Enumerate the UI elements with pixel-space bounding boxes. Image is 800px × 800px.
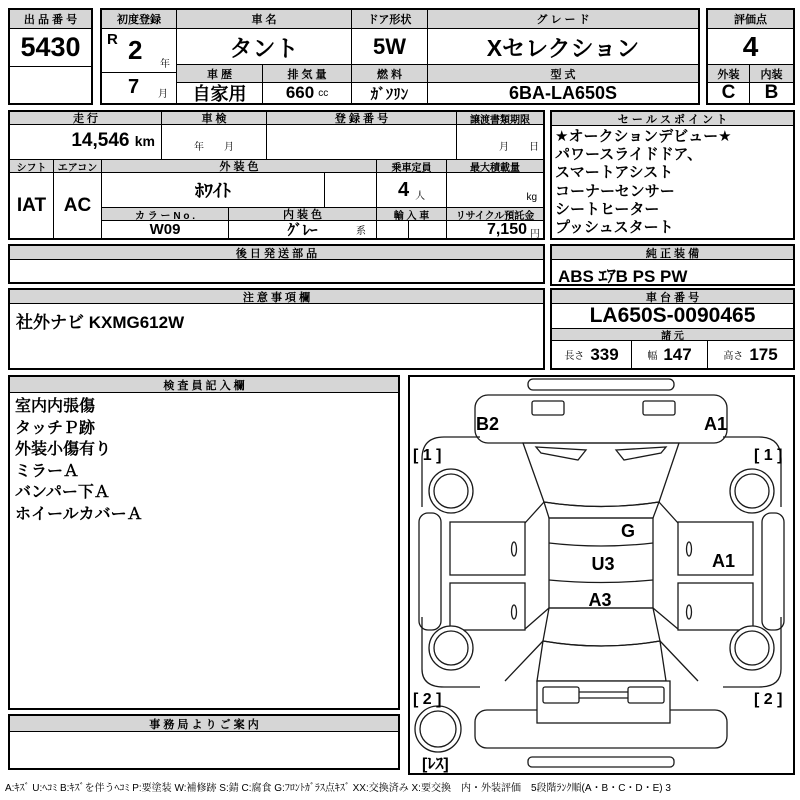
transfer-deadline-md: 月 日 xyxy=(499,142,539,153)
right-headlight xyxy=(643,401,675,415)
equipment-box xyxy=(550,244,795,286)
history-label: 車 歴 xyxy=(177,65,263,83)
left-front-door xyxy=(450,522,525,575)
door-shape-label: ドア形状 xyxy=(352,10,428,29)
inspector-note: バンパー下Ａ xyxy=(15,484,110,501)
right-sill-panel xyxy=(762,513,784,630)
exterior-score-label: 外装 xyxy=(708,65,750,83)
interior-score-value: B xyxy=(764,82,779,103)
transfer-deadline-cell xyxy=(457,112,543,160)
height-label: 高さ xyxy=(723,351,744,362)
max-load-unit: kg xyxy=(526,192,537,203)
transfer-deadline-label: 譲渡書類期限 xyxy=(457,112,543,125)
later-parts-label: 後 日 発 送 部 品 xyxy=(10,246,543,260)
diagram-box xyxy=(408,375,795,775)
grade-value: Xセレクション xyxy=(428,29,698,65)
int-color-suffix: 系 xyxy=(356,226,366,237)
lot-number-empty xyxy=(10,67,91,103)
first-reg-month: 7 xyxy=(128,76,140,98)
sales-points-label: セ ー ル ス ポ イ ン ト xyxy=(552,112,793,126)
car-name-value: タント xyxy=(177,29,352,65)
reg-number-cell xyxy=(267,112,457,160)
office-label: 事 務 局 よ り ご 案 内 xyxy=(10,716,398,732)
length-label: 長さ xyxy=(564,351,585,362)
sales-point: ★オークションデビュー★ xyxy=(555,128,732,145)
inspector-note: ホイールカバーＡ xyxy=(15,505,143,523)
car-damage-diagram xyxy=(410,377,793,773)
lot-number-box xyxy=(8,8,93,105)
left-front-door-handle xyxy=(512,542,517,556)
rear-left-wheel-inner xyxy=(434,631,468,665)
rear-deck xyxy=(537,641,666,681)
first-reg-month-cell xyxy=(102,73,177,103)
ext-color-extra-cell xyxy=(325,173,377,208)
recycle-label: リサイクル預託金 xyxy=(447,208,543,221)
windshield xyxy=(523,443,679,507)
grade-label: グ レ ー ド xyxy=(428,10,698,29)
score-value: 4 xyxy=(708,29,793,65)
notes-value: 社外ナビ KXMG612W xyxy=(16,313,185,332)
first-reg-month-unit: 月 xyxy=(158,89,168,100)
spare-tire-inner xyxy=(420,711,456,747)
shaken-ym: 年 月 xyxy=(194,142,234,153)
first-reg-era: R xyxy=(107,31,118,48)
score-box xyxy=(706,8,795,105)
chassis-value: LA650S-0090465 xyxy=(552,304,793,329)
sales-point: シートヒーター xyxy=(555,200,660,218)
mileage-cell xyxy=(10,112,162,160)
damage-glass: G xyxy=(620,521,636,541)
rank-front-left: [ 1 ] xyxy=(413,447,442,464)
int-color-label: 内 装 色 xyxy=(229,208,377,221)
sales-point: パワースライドドア、 xyxy=(555,146,703,164)
inspector-note: ミラーＡ xyxy=(15,462,80,480)
damage-door-right: A1 xyxy=(712,551,736,571)
import-value-cell xyxy=(377,221,447,238)
mileage-value-wrap xyxy=(71,130,155,152)
shaken-label: 車 検 xyxy=(162,112,266,125)
shift-value: IAT xyxy=(10,173,54,238)
reg-number-label: 登 録 番 号 xyxy=(267,112,456,125)
rear-glass xyxy=(543,608,660,646)
mileage-value: 14,546 xyxy=(71,130,130,151)
capacity-label: 乗車定員 xyxy=(377,160,447,173)
left-rear-door-handle xyxy=(512,605,517,619)
int-color-value: ｸﾞﾚｰ xyxy=(287,222,318,239)
damage-roof-front: U3 xyxy=(591,554,615,574)
later-parts-box xyxy=(8,244,545,284)
right-rear-door-handle xyxy=(687,605,692,619)
max-load-label: 最大積載量 xyxy=(447,160,543,173)
cowl-band xyxy=(544,502,659,518)
inspector-list xyxy=(15,396,143,525)
aircon-value: AC xyxy=(54,173,102,238)
fuel-value: ｶﾞｿﾘﾝ xyxy=(352,83,428,103)
inspector-box xyxy=(8,375,400,710)
exterior-score-value: C xyxy=(708,83,750,103)
door-shape-value: 5W xyxy=(352,29,428,65)
int-color-cell xyxy=(229,221,377,238)
width-value: 147 xyxy=(663,344,692,364)
first-reg-year: 2 xyxy=(128,35,143,65)
dimensions-label: 諸 元 xyxy=(552,329,793,341)
lot-number-label: 出 品 番 号 xyxy=(10,10,91,29)
rank-rear-left: [ 2 ] xyxy=(413,691,442,708)
chassis-box xyxy=(550,288,795,370)
rank-front-right: [ 1 ] xyxy=(754,447,783,464)
max-load-cell xyxy=(447,173,543,208)
left-rear-door xyxy=(450,583,525,630)
damage-code-legend: A:ｷｽﾞ U:ﾍｺﾐ B:ｷｽﾞを伴うﾍｺﾐ P:要塗装 W:補修跡 S:錆 C:腐食 G:ﾌﾛﾝﾄｶﾞﾗｽ点ｷｽﾞ XX:交換済み X:要交換 内・外装評価 5段階ﾗﾝｸ順(A・B・C・D・E) 3 xyxy=(5,783,671,794)
chassis-label: 車 台 番 号 xyxy=(552,290,793,304)
ext-color-label: 外 装 色 xyxy=(102,160,377,173)
model-code-label: 型 式 xyxy=(428,65,698,83)
notes-label: 注 意 事 項 欄 xyxy=(10,290,543,304)
front-bumper xyxy=(475,395,727,443)
capacity-unit: 人 xyxy=(415,190,426,202)
right-rear-door xyxy=(678,583,753,630)
equipment-label: 純 正 装 備 xyxy=(552,246,793,260)
inspector-note: 外装小傷有り xyxy=(15,441,112,458)
mileage-label: 走 行 xyxy=(10,112,161,125)
front-bumper-strip xyxy=(528,379,674,390)
sales-point: プッシュスタート xyxy=(555,219,674,237)
damage-front-left: B2 xyxy=(476,414,500,434)
interior-score-label: 内装 xyxy=(750,65,793,83)
ext-color-value: ﾎﾜｲﾄ xyxy=(102,173,325,208)
width-cell xyxy=(632,341,708,368)
notes-box xyxy=(8,288,545,370)
score-label: 評価点 xyxy=(708,10,793,29)
status-table xyxy=(8,110,545,240)
left-headlight xyxy=(532,401,564,415)
left-sill-panel xyxy=(419,513,441,630)
rear-right-wheel-inner xyxy=(735,631,769,665)
first-reg-label: 初度登録 xyxy=(102,10,177,29)
right-front-door-handle xyxy=(687,542,692,556)
front-right-wheel-inner xyxy=(735,474,769,508)
inspector-label: 検 査 員 記 入 欄 xyxy=(10,377,398,393)
recycle-cell xyxy=(447,221,543,238)
office-box xyxy=(8,714,400,770)
inspector-note: タッチＰ跡 xyxy=(15,419,96,437)
capacity-value: 4 xyxy=(397,178,410,201)
color-no-label: カ ラ ー N o . xyxy=(102,208,229,221)
shaken-cell xyxy=(162,112,267,160)
history-value: 自家用 xyxy=(177,83,263,103)
front-left-wheel-inner xyxy=(434,474,468,508)
inspector-note: 室内内張傷 xyxy=(15,398,96,415)
rank-rear-right: [ 2 ] xyxy=(754,691,783,708)
wipers xyxy=(536,447,666,460)
displacement-value: 660 xyxy=(285,83,315,102)
vehicle-header-table xyxy=(100,8,700,105)
height-cell xyxy=(708,341,793,368)
model-code-value: 6BA-LA650S xyxy=(508,82,618,103)
shift-label: シフト xyxy=(10,160,54,173)
spare-tire-label: [ﾚｽ] xyxy=(422,756,449,773)
damage-roof-rear: A3 xyxy=(588,590,612,610)
first-reg-year-cell xyxy=(102,29,177,73)
displacement-label: 排 気 量 xyxy=(263,65,352,83)
sales-points-list xyxy=(555,128,732,237)
displacement-unit: cc xyxy=(318,87,329,99)
sales-point: コーナーセンサー xyxy=(555,182,675,200)
length-value: 339 xyxy=(590,344,619,364)
car-name-label: 車 名 xyxy=(177,10,352,29)
length-cell xyxy=(552,341,632,368)
height-value: 175 xyxy=(749,344,778,364)
mileage-unit: km xyxy=(134,133,155,149)
displacement-value-cell xyxy=(263,83,352,103)
aircon-label: エアコン xyxy=(54,160,102,173)
fuel-label: 燃 料 xyxy=(352,65,428,83)
equipment-value: ABS ｴｱB PS PW xyxy=(558,267,688,286)
recycle-value: 7,150 xyxy=(486,221,527,238)
rear-bumper-strip xyxy=(528,757,674,767)
damage-front-right: A1 xyxy=(704,414,728,434)
sales-points-box xyxy=(550,110,795,240)
capacity-cell xyxy=(377,173,447,208)
import-label: 輸 入 車 xyxy=(377,208,447,221)
import-divider xyxy=(408,221,409,238)
lot-number-value: 5430 xyxy=(10,29,91,67)
first-reg-year-unit: 年 xyxy=(160,59,170,70)
recycle-unit: 円 xyxy=(530,229,540,240)
width-label: 幅 xyxy=(647,351,658,362)
color-no-value: W09 xyxy=(102,221,229,238)
sales-point: スマートアシスト xyxy=(555,164,674,182)
